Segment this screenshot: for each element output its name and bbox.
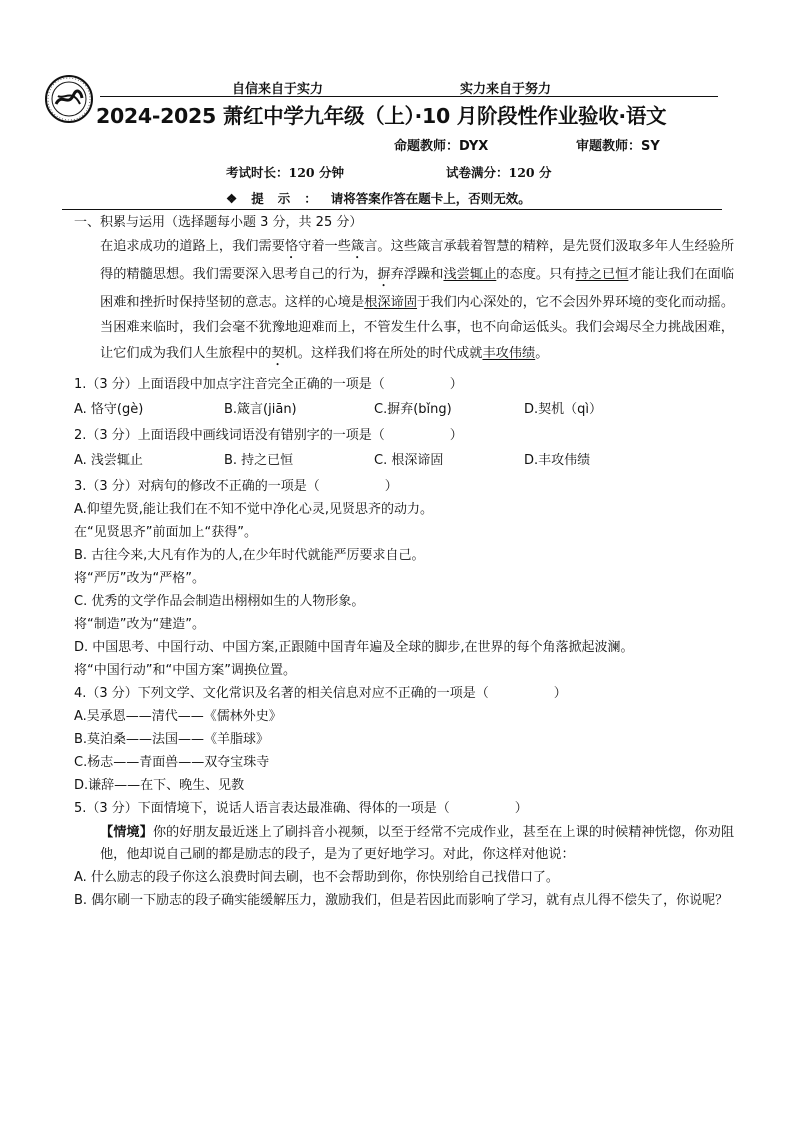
q3-line: 在“见贤思齐”前面加上“获得”。	[74, 524, 257, 540]
q3-line: D. 中国思考、中国行动、中国方案,正跟随中国青年遍及全球的脚步,在世界的每个角落掀起波澜。	[74, 639, 634, 655]
q2-option-b: B. 持之已恒	[224, 452, 294, 468]
reading-passage: 在追求成功的道路上，我们需要恪守着一些箴言。这些箴言承载着智慧的精粹，是先贤们汲取多年人生经验所得的精髓思想。我们需要深入思考自己的行为，摒弃浮躁和浅尝辄止的态度。只有持之已恒才能让我们在面临困难和挫折时保持坚韧的意志。这样的心境是根深谛固于我们内心深处的，它不会因外界环境的变化而动摇。当困难来临时，我们会毫不犹豫地迎难而上，不管发生什么事，也不向命运低头。我们会竭尽全力挑战困难，让它们成为我们人生旅程中的契机。这样我们将在所处的时代成就丰攻伟绩。	[100, 239, 735, 361]
underlined-word: 丰攻伟绩	[482, 345, 536, 361]
q4-line: A.吴承恩——清代——《儒林外史》	[74, 708, 282, 724]
context-label: 【情境】	[100, 824, 153, 840]
q1-stem: 1.（3 分）上面语段中加点字注音完全正确的一项是（ ）	[74, 376, 463, 392]
q1-option-b: B.箴言(jiān)	[224, 401, 297, 417]
q4-line: C.杨志——青面兽——双夺宝珠寺	[74, 754, 270, 770]
underlined-word: 根深谛固	[364, 295, 418, 310]
q5-option-a: A. 什么励志的段子你这么浪费时间去刷，也不会帮助到你，你快别给自己找借口了。	[74, 869, 559, 885]
dotted-char: 摒	[377, 267, 391, 282]
school-logo-icon	[44, 74, 94, 124]
q2-option-d: D.丰攻伟绩	[524, 452, 591, 468]
dotted-char: 箴	[350, 239, 365, 254]
q5-context: 【情境】你的好朋友最近迷上了刷抖音小视频，以至于经常不完成作业，甚至在上课的时候精神恍惚，你劝阻他，他却说自己刷的都是励志的段子，是为了更好地学习。对此，你这样对他说：	[100, 824, 735, 862]
q1-options	[74, 396, 734, 424]
q3-stem: 3.（3 分）对病句的修改不正确的一项是（ ）	[74, 478, 398, 494]
q1-option-d: D.契机（qì）	[524, 401, 603, 417]
q3-line: 将“严厉”改为“严格”。	[74, 570, 205, 586]
q1-option-a: A. 恪守(gè)	[74, 401, 144, 417]
q3-line: A.仰望先贤,能让我们在不知不觉中净化心灵,见贤思齐的动力。	[74, 501, 434, 517]
section-rule	[62, 209, 722, 210]
plain-char: 箴	[417, 239, 431, 254]
q3-line: C. 优秀的文学作品会制造出栩栩如生的人物形象。	[74, 593, 365, 609]
q4-line: B.莫泊桑——法国——《羊脂球》	[74, 731, 270, 747]
section-heading: 一、积累与运用（选择题每小题 3 分，共 25 分）	[74, 215, 363, 230]
q1-option-c: C.摒弃(bǐng)	[374, 401, 452, 417]
exam-full-score: 试卷满分：120 分	[446, 165, 552, 180]
section-1	[74, 211, 734, 912]
tip-label: 提示：	[251, 191, 331, 206]
underlined-word: 持之已恒	[575, 267, 629, 282]
exam-duration: 考试时长：120 分钟	[226, 165, 344, 180]
header-rule	[100, 96, 718, 97]
underlined-word: 浅尝辄止	[443, 267, 497, 282]
q3-line: 将“中国行动”和“中国方案”调换位置。	[74, 662, 296, 678]
q4-stem: 4.（3 分）下列文学、文化常识及名著的相关信息对应不正确的一项是（ ）	[74, 685, 567, 701]
motto-right: 实力来自于努力	[460, 82, 552, 97]
dotted-char: 恪	[284, 239, 299, 254]
tip-text: 请将答案作答在题卡上，否则无效。	[330, 191, 531, 206]
dotted-char: 契	[271, 345, 285, 361]
setter-teacher: 命题教师：DYX	[394, 139, 489, 154]
q3-line: B. 古往今来,大凡有作为的人,在少年时代就能严厉要求自己。	[74, 547, 425, 563]
q3-line: 将“制造”改为“建造”。	[74, 616, 205, 632]
exam-tip	[226, 189, 531, 207]
q2-option-a: A. 浅尝辄止	[74, 452, 143, 468]
diamond-icon: ❖	[226, 191, 238, 206]
q2-stem: 2.（3 分）上面语段中画线词语没有错别字的一项是（ ）	[74, 427, 463, 443]
q5-option-b: B. 偶尔刷一下励志的段子确实能缓解压力，激励我们，但是若因此而影响了学习，就有点儿得不偿失了，你说呢？	[74, 892, 729, 908]
exam-title: 2024-2025 萧红中学九年级（上）·10 月阶段性作业验收·语文	[96, 104, 667, 128]
motto-left: 自信来自于实力	[232, 82, 324, 97]
q5-stem: 5.（3 分）下面情境下，说话人语言表达最准确、得体的一项是（ ）	[74, 800, 528, 816]
reviewer-teacher: 审题教师：SY	[576, 139, 660, 154]
q2-options	[74, 447, 734, 475]
q4-line: D.谦辞——在下、晚生、见教	[74, 777, 245, 793]
q2-option-c: C. 根深谛固	[374, 452, 444, 468]
